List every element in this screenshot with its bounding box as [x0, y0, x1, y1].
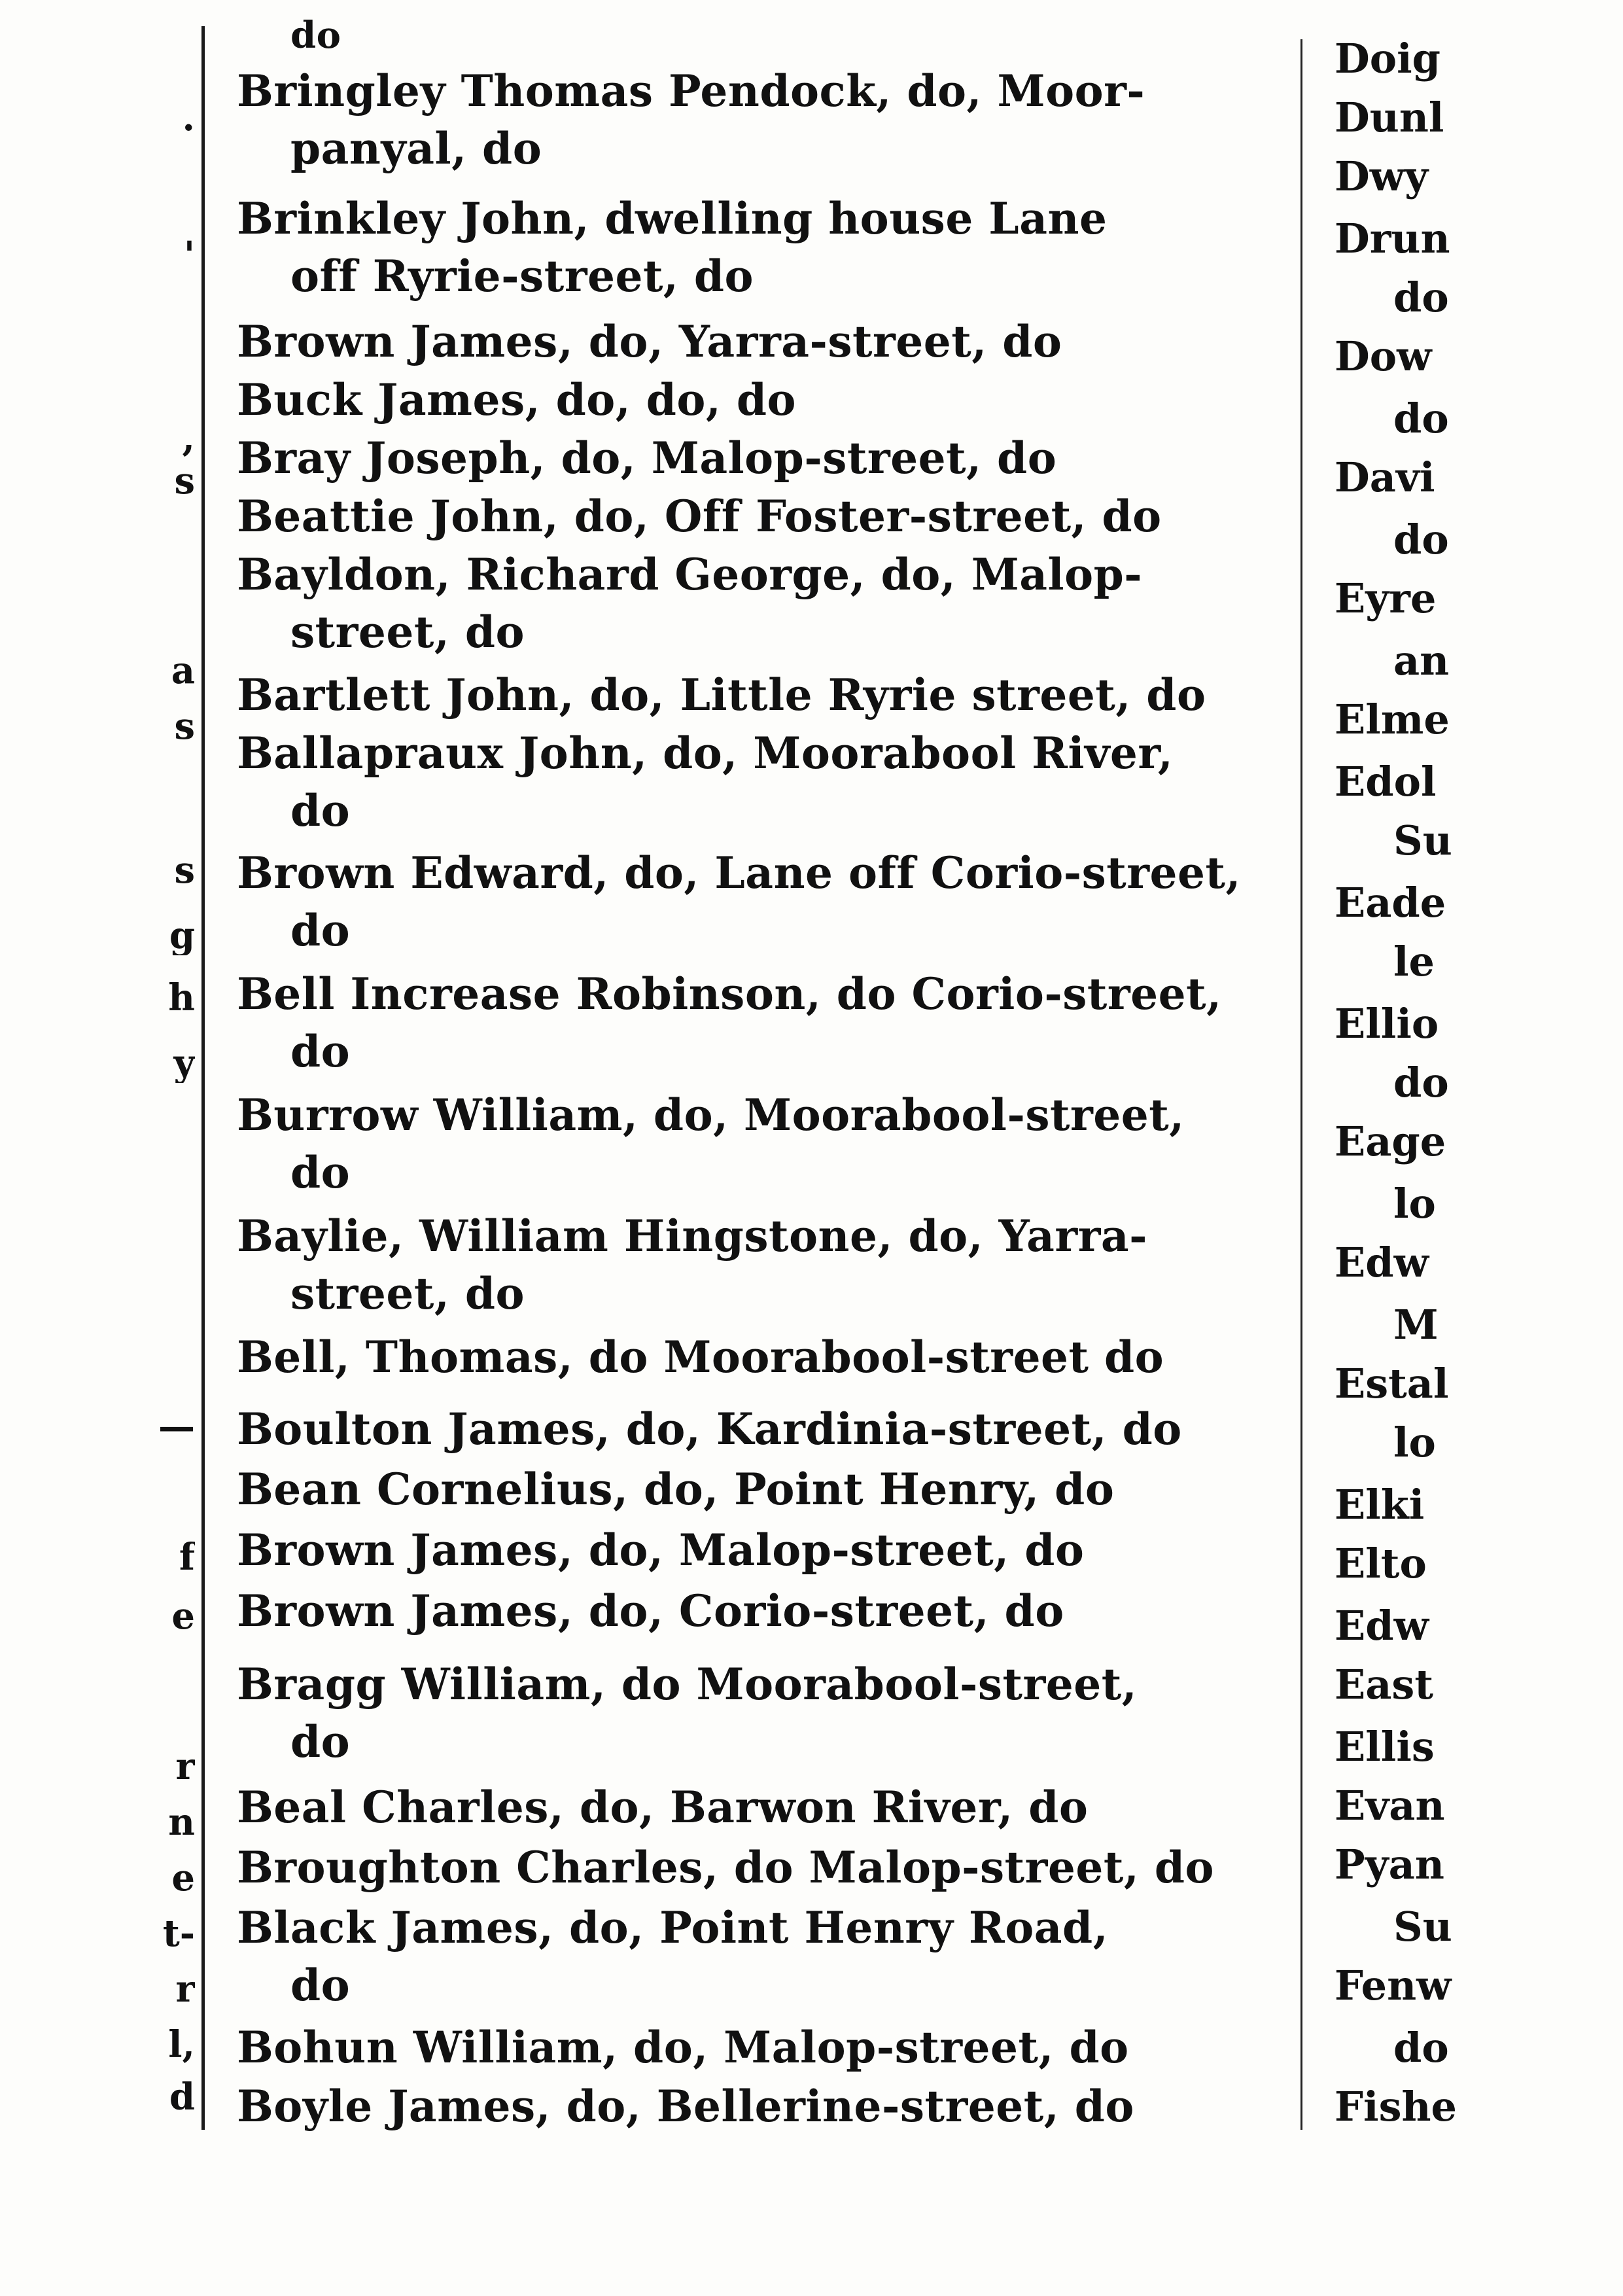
entry-line: Brown James, do, Corio-street, do — [237, 1585, 1064, 1636]
entry-line: Burrow William, do, Moorabool-street, — [237, 1089, 1185, 1140]
left-fragment: r — [175, 1969, 195, 2009]
right-fragment: Pyan — [1335, 1842, 1444, 1888]
entry-line: Bayldon, Richard George, do, Malop- — [237, 549, 1143, 600]
right-fragment: Elto — [1335, 1541, 1427, 1587]
right-fragment: Drun — [1335, 216, 1450, 262]
entry-line: Ballapraux John, do, Moorabool River, — [237, 728, 1174, 779]
entry-continuation: do — [290, 1026, 351, 1077]
directory-entry — [237, 313, 1283, 370]
right-fragment: Elki — [1335, 1482, 1425, 1528]
right-fragment: Su — [1393, 818, 1452, 864]
directory-entry — [237, 724, 1283, 839]
left-fragment: ' — [183, 236, 195, 275]
left-fragment: e — [171, 1597, 195, 1636]
entry-line: Beattie John, do, Off Foster-street, do — [237, 491, 1162, 542]
entry-line: Baylie, William Hingstone, do, Yarra- — [237, 1210, 1148, 1262]
right-fragment: do — [1393, 275, 1449, 321]
left-fragment: g — [169, 916, 195, 955]
right-fragment: Eade — [1335, 880, 1446, 926]
entry-continuation: panyal, do — [290, 123, 542, 174]
entry-line: Bringley Thomas Pendock, do, Moor- — [237, 65, 1145, 116]
right-fragment: Fenw — [1335, 1963, 1452, 2009]
entry-line: Brinkley John, dwelling house Lane — [237, 193, 1108, 244]
entry-line: Buck James, do, do, do — [237, 374, 797, 425]
directory-entry — [237, 1778, 1283, 1836]
entry-line: Brown James, do, Malop-street, do — [237, 1525, 1085, 1576]
directory-entry — [237, 371, 1283, 429]
right-fragment: Estal — [1335, 1361, 1449, 1407]
entry-line: Bragg William, do Moorabool-street, — [237, 1659, 1138, 1710]
directory-entry — [237, 1655, 1283, 1771]
entry-continuation: street, do — [290, 1268, 525, 1319]
right-fragment: East — [1335, 1662, 1433, 1708]
left-fragment: r — [175, 1747, 195, 1786]
directory-entry — [237, 190, 1283, 305]
entry-line: Bell, Thomas, do Moorabool-street do — [237, 1332, 1164, 1383]
directory-entry — [237, 1328, 1283, 1386]
directory-entry — [237, 429, 1283, 487]
right-fragment: do — [1393, 396, 1449, 442]
directory-entry — [237, 2019, 1283, 2076]
left-fragment: a — [171, 651, 195, 690]
left-fragment: , — [182, 419, 195, 458]
directory-entry — [237, 666, 1283, 724]
entry-line: Bohun William, do, Malop-street, do — [237, 2022, 1129, 2073]
right-fragment: Dunl — [1335, 95, 1444, 141]
entry-line: Brown Edward, do, Lane off Corio-street, — [237, 847, 1241, 898]
directory-entry — [237, 844, 1283, 959]
left-fragment: l, — [168, 2025, 195, 2064]
right-fragment: Elme — [1335, 697, 1450, 743]
right-fragment: Edw — [1335, 1603, 1429, 1649]
left-fragment: . — [182, 98, 195, 137]
right-fragment: Ellis — [1335, 1724, 1435, 1770]
right-fragment: Dwy — [1335, 154, 1429, 200]
directory-entry — [237, 546, 1283, 661]
right-fragment: do — [1393, 1060, 1449, 1106]
entry-line: Brown James, do, Yarra-street, do — [237, 316, 1062, 367]
entry-line: Broughton Charles, do Malop-street, do — [237, 1842, 1215, 1893]
right-fragment: do — [1393, 517, 1449, 563]
right-fragment: Su — [1393, 1904, 1452, 1950]
entry-continuation: do — [290, 1960, 351, 2011]
left-fragment: s — [174, 851, 195, 890]
right-fragment: an — [1393, 638, 1450, 684]
right-fragment: Dow — [1335, 334, 1432, 380]
directory-entry — [237, 1582, 1283, 1640]
directory-entry — [237, 1460, 1283, 1518]
entry-continuation: do — [290, 1716, 351, 1767]
left-fragment: t- — [162, 1914, 195, 1953]
entry-line: Bean Cornelius, do, Point Henry, do — [237, 1464, 1115, 1515]
right-fragment: Ellio — [1335, 1001, 1439, 1047]
entry-continuation: do — [290, 1147, 351, 1198]
entry-continuation: off Ryrie-street, do — [290, 251, 754, 302]
directory-entry — [237, 1400, 1283, 1458]
entry-continuation: do — [290, 905, 351, 956]
left-fragment: y — [173, 1044, 195, 1083]
right-fragment: le — [1393, 939, 1435, 985]
directory-entry — [237, 965, 1283, 1080]
left-fragment: n — [168, 1803, 195, 1842]
entry-line: Bray Joseph, do, Malop-street, do — [237, 433, 1057, 484]
entry-line: Beal Charles, do, Barwon River, do — [237, 1782, 1089, 1833]
directory-entry — [237, 62, 1283, 177]
entry-line: Bell Increase Robinson, do Corio-street, — [237, 968, 1222, 1019]
right-column-rule — [1300, 39, 1302, 2130]
entry-continuation: do — [290, 785, 351, 836]
left-fragment: e — [171, 1858, 195, 1898]
left-fragment: s — [174, 461, 195, 501]
left-fragment: h — [168, 978, 195, 1017]
directory-entry — [237, 1207, 1283, 1322]
right-fragment: M — [1393, 1302, 1439, 1348]
right-fragment: Eage — [1335, 1119, 1446, 1165]
right-fragment: Fishe — [1335, 2084, 1457, 2130]
right-fragment: lo — [1393, 1420, 1436, 1466]
directory-entry — [237, 1839, 1283, 1896]
right-fragment: Eyre — [1335, 576, 1437, 622]
left-fragment: d — [169, 2077, 195, 2117]
entry-continuation: street, do — [290, 607, 525, 658]
entry-line: Black James, do, Point Henry Road, — [237, 1902, 1109, 1953]
directory-entry — [237, 2077, 1283, 2135]
left-fragment: — — [158, 1407, 195, 1446]
right-fragment: Edw — [1335, 1240, 1429, 1286]
directory-entry — [237, 1899, 1283, 2014]
directory-entry — [237, 1521, 1283, 1579]
top-do-text: do — [290, 14, 341, 57]
right-fragment: Edol — [1335, 759, 1437, 805]
entry-line: Bartlett John, do, Little Ryrie street, do — [237, 669, 1206, 720]
right-fragment: Evan — [1335, 1783, 1445, 1829]
entry-line: Boulton James, do, Kardinia-street, do — [237, 1404, 1182, 1455]
directory-entry — [237, 1086, 1283, 1201]
right-fragment: do — [1393, 2025, 1449, 2071]
right-fragment: lo — [1393, 1181, 1436, 1227]
left-fragment: s — [174, 707, 195, 746]
right-fragment: Davi — [1335, 455, 1435, 501]
left-fragment: f — [179, 1538, 195, 1577]
directory-entry — [237, 487, 1283, 545]
entry-line: Boyle James, do, Bellerine-street, do — [237, 2081, 1134, 2132]
left-column-rule — [201, 26, 205, 2130]
right-fragment: Doig — [1335, 36, 1441, 82]
